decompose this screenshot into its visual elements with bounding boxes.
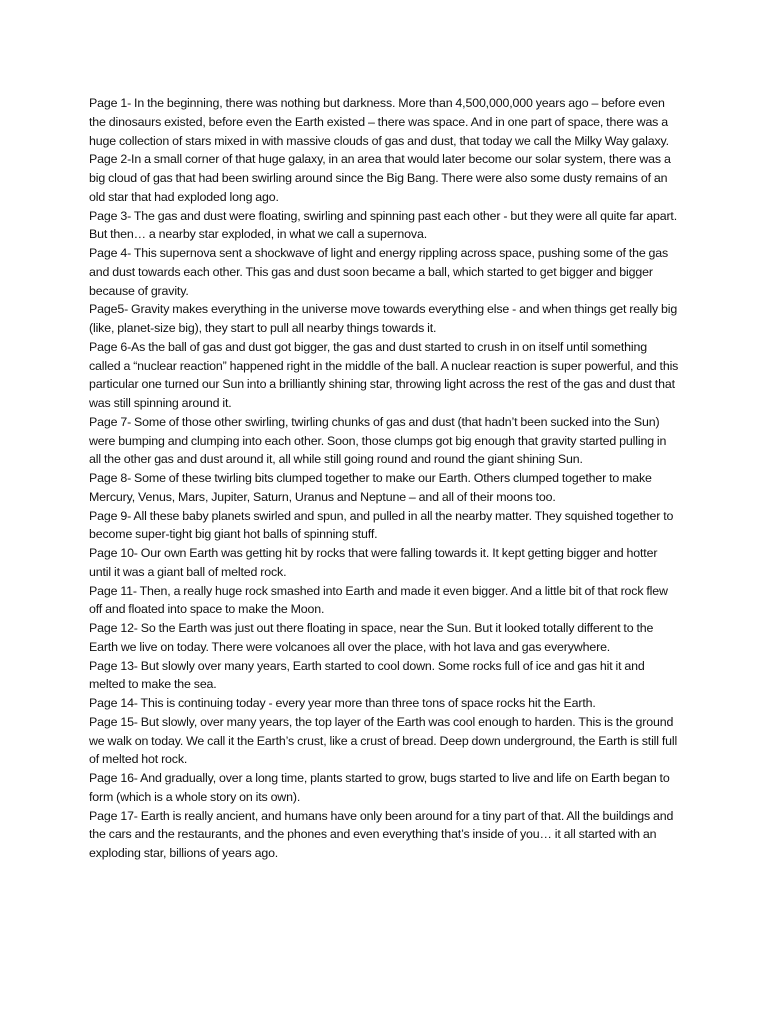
paragraph-page-14: Page 14- This is continuing today - every year more than three tons of space rocks hit the Earth. [89,696,596,710]
paragraph-page-7: Page 7- Some of those other swirling, twirling chunks of gas and dust (that hadn’t been sucked into the Sun) were bumping and clumping into each other. Soon, those clumps got big enough that gravity started pulling in all the other gas and dust around it, all while still going round and round the giant shining Sun. [89,414,667,467]
paragraph-page-3: Page 3- The gas and dust were floating, swirling and spinning past each other - but they were all quite far apart. But then… a nearby star exploded, in what we call a supernova. [89,208,678,242]
paragraph-page-17: Page 17- Earth is really ancient, and humans have only been around for a tiny part of that. All the buildings and the cars and the restaurants, and the phones and even everything that’s inside of you… it all started with an exploding star, billions of years ago. [89,808,674,860]
paragraph-page-16: Page 16- And gradually, over a long time, plants started to grow, bugs started to live and life on Earth began to form (which is a whole story on its own). [89,771,670,804]
paragraph-page-6: Page 6-As the ball of gas and dust got bigger, the gas and dust started to crush in on itself until something called a “nuclear reaction” happened right in the middle of the ball. A nuclear reaction is super powerful, and this particular one turned our Sun into a brilliantly shining star, throwing light across the rest of the gas and dust that was still spinning around it. [89,339,679,410]
document-body [89,94,681,863]
paragraph-page-8: Page 8- Some of these twirling bits clumped together to make our Earth. Others clumped together to make Mercury, Venus, Mars, Jupiter, Saturn, Uranus and Neptune – and all of their moons too. [89,471,652,504]
paragraph-page-4: Page 4- This supernova sent a shockwave of light and energy rippling across space, pushing some of the gas and dust towards each other. This gas and dust soon became a ball, which started to get bigger and bigger because of gravity. [89,246,669,298]
paragraph-page-12: Page 12- So the Earth was just out there floating in space, near the Sun. But it looked totally different to the Earth we live on today. There were volcanoes all over the place, with hot lava and gas everywhere. [89,621,654,654]
paragraph-page-15: Page 15- But slowly, over many years, the top layer of the Earth was cool enough to harden. This is the ground we walk on today. We call it the Earth’s crust, like a crust of bread. Deep down underground, the Earth is still full of melted hot rock. [89,714,678,767]
paragraph-page-2: Page 2-In a small corner of that huge galaxy, in an area that would later become our solar system, there was a big cloud of gas that had been swirling around since the Big Bang. There were also some dusty remains of an old star that had exploded long ago. [89,152,671,204]
paragraph-page-5: Page5- Gravity makes everything in the universe move towards everything else - and when things get really big (like, planet-size big), they start to pull all nearby things towards it. [89,302,678,335]
paragraph-page-11: Page 11- Then, a really huge rock smashed into Earth and made it even bigger. And a little bit of that rock flew off and floated into space to make the Moon. [89,583,668,617]
paragraph-page-10: Page 10- Our own Earth was getting hit by rocks that were falling towards it. It kept getting bigger and hotter until it was a giant ball of melted rock. [89,546,658,579]
paragraph-page-13: Page 13- But slowly over many years, Earth started to cool down. Some rocks full of ice and gas hit it and melted to make the sea. [89,658,645,692]
paragraph-page-1: Page 1- In the beginning, there was nothing but darkness. More than 4,500,000,000 years ago – before even the dinosaurs existed, before even the Earth existed – there was space. And in one part of space, there was a huge collection of stars mixed in with massive clouds of gas and dust, that today we call the Milky Way galaxy. [89,96,669,148]
paragraph-page-9: Page 9- All these baby planets swirled and spun, and pulled in all the nearby matter. They squished together to become super-tight big giant hot balls of spinning stuff. [89,508,674,542]
